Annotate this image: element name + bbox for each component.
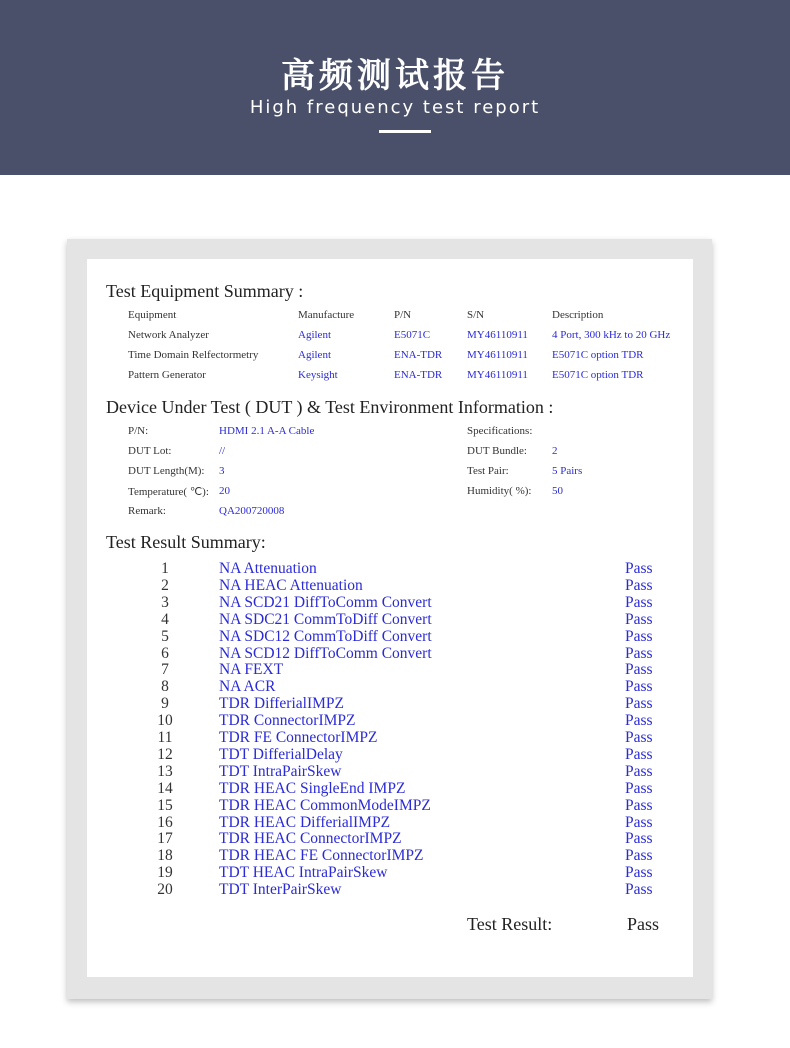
result-status: Pass — [625, 796, 653, 814]
result-number: 8 — [161, 678, 169, 696]
result-test-name: TDR HEAC SingleEnd IMPZ — [219, 779, 406, 797]
dut-field-value: QA200720008 — [219, 505, 285, 517]
result-status: Pass — [625, 576, 653, 594]
result-number: 7 — [161, 661, 169, 679]
equipment-sn: MY46110911 — [467, 349, 528, 361]
result-status: Pass — [625, 644, 653, 662]
result-status: Pass — [625, 678, 653, 696]
result-status: Pass — [625, 695, 653, 713]
result-test-name: NA Attenuation — [219, 560, 317, 577]
equipment-sn: MY46110911 — [467, 329, 528, 341]
page-subtitle: High frequency test report — [249, 97, 541, 118]
manufacture-col-header: Manufacture — [298, 309, 355, 321]
report-sheet — [87, 259, 693, 977]
result-number: 9 — [161, 695, 169, 713]
equipment-manufacture: Agilent — [298, 349, 331, 361]
result-status: Pass — [625, 830, 653, 848]
result-status: Pass — [625, 593, 653, 611]
result-number: 2 — [161, 576, 169, 594]
result-number: 10 — [157, 712, 173, 730]
equipment-description: E5071C option TDR — [552, 349, 644, 361]
equipment-name: Pattern Generator — [128, 369, 206, 381]
equipment-col-header: Equipment — [128, 309, 177, 321]
report-frame — [67, 239, 712, 999]
result-status: Pass — [625, 881, 653, 899]
result-test-name: NA HEAC Attenuation — [219, 576, 363, 594]
result-status: Pass — [625, 560, 653, 577]
result-status: Pass — [625, 712, 653, 730]
result-test-name: TDT IntraPairSkew — [219, 762, 342, 780]
equipment-pn: E5071C — [394, 329, 431, 341]
result-status: Pass — [625, 661, 653, 679]
env-field-value: 50 — [552, 485, 563, 497]
dut-field-label: P/N: — [128, 425, 149, 437]
result-test-name: NA SDC12 CommToDiff Convert — [219, 627, 432, 645]
env-field-value: 2 — [552, 445, 558, 457]
result-test-name: TDR FE ConnectorIMPZ — [219, 729, 378, 746]
header-banner — [0, 0, 790, 175]
result-number: 16 — [157, 813, 173, 831]
equipment-name: Network Analyzer — [128, 329, 209, 341]
result-test-name: TDR HEAC CommonModeIMPZ — [219, 796, 431, 814]
result-number: 6 — [161, 644, 169, 662]
result-status: Pass — [625, 762, 653, 780]
result-number: 19 — [157, 864, 173, 882]
result-number: 14 — [157, 779, 173, 797]
result-test-name: NA SDC21 CommToDiff Convert — [219, 610, 432, 628]
result-test-name: NA FEXT — [219, 661, 284, 679]
final-result-value: Pass — [627, 914, 660, 934]
env-field-label: DUT Bundle: — [467, 445, 527, 457]
result-status: Pass — [625, 729, 653, 746]
equipment-pn: ENA-TDR — [394, 369, 443, 381]
equipment-manufacture: Keysight — [298, 369, 338, 381]
equipment-description: 4 Port, 300 kHz to 20 GHz — [552, 329, 671, 341]
dut-field-value: // — [219, 445, 226, 457]
result-test-name: TDR HEAC DifferialIMPZ — [219, 813, 391, 831]
result-status: Pass — [625, 745, 653, 763]
dut-field-value: 20 — [219, 485, 230, 497]
result-number: 3 — [161, 593, 169, 611]
result-test-name: TDR ConnectorIMPZ — [219, 712, 356, 730]
result-status: Pass — [625, 813, 653, 831]
env-field-value: 5 Pairs — [552, 465, 583, 477]
result-status: Pass — [625, 847, 653, 865]
equipment-manufacture: Agilent — [298, 329, 331, 341]
result-test-name: NA ACR — [219, 678, 276, 696]
result-status: Pass — [625, 627, 653, 645]
result-test-name: NA SCD21 DiffToComm Convert — [219, 593, 432, 611]
result-status: Pass — [625, 610, 653, 628]
result-status: Pass — [625, 779, 653, 797]
env-field-label: Humidity( %): — [467, 485, 532, 497]
result-status: Pass — [625, 864, 653, 882]
dut-field-value: HDMI 2.1 A-A Cable — [219, 425, 315, 437]
equipment-name: Time Domain Relfectormetry — [128, 349, 259, 361]
equipment-heading: Test Equipment Summary : — [106, 281, 304, 301]
result-test-name: TDT InterPairSkew — [219, 881, 342, 899]
result-number: 11 — [157, 729, 173, 746]
result-test-name: TDR DifferialIMPZ — [219, 695, 344, 713]
page-title: 高频测试报告 — [281, 56, 509, 96]
title-underline — [379, 130, 431, 133]
env-field-label: Specifications: — [467, 425, 533, 437]
equipment-description: E5071C option TDR — [552, 369, 644, 381]
result-number: 13 — [157, 762, 173, 780]
dut-field-label: Temperature( ℃): — [128, 486, 209, 498]
result-test-name: TDT HEAC IntraPairSkew — [219, 864, 388, 882]
dut-field-label: DUT Lot: — [128, 445, 172, 457]
dut-field-label: Remark: — [128, 505, 166, 517]
final-result-label: Test Result: — [467, 914, 553, 934]
result-number: 12 — [157, 745, 173, 763]
result-number: 1 — [161, 560, 169, 577]
equipment-sn: MY46110911 — [467, 369, 528, 381]
equipment-pn: ENA-TDR — [394, 349, 443, 361]
result-number: 18 — [157, 847, 173, 865]
result-test-name: TDR HEAC FE ConnectorIMPZ — [219, 847, 424, 865]
description-col-header: Description — [552, 309, 604, 321]
result-test-name: NA SCD12 DiffToComm Convert — [219, 644, 432, 662]
result-number: 4 — [161, 610, 169, 628]
result-test-name: TDT DifferialDelay — [219, 745, 343, 763]
result-number: 17 — [157, 830, 173, 848]
dut-field-label: DUT Length(M): — [128, 465, 205, 477]
result-number: 20 — [157, 881, 173, 899]
result-test-name: TDR HEAC ConnectorIMPZ — [219, 830, 402, 848]
result-number: 5 — [161, 627, 169, 645]
env-field-label: Test Pair: — [467, 465, 509, 477]
result-number: 15 — [157, 796, 173, 814]
pn-col-header: P/N — [394, 309, 412, 321]
sn-col-header: S/N — [467, 309, 485, 321]
dut-heading: Device Under Test ( DUT ) & Test Environment Information : — [106, 397, 554, 417]
dut-field-value: 3 — [219, 465, 225, 477]
results-heading: Test Result Summary: — [106, 532, 266, 552]
